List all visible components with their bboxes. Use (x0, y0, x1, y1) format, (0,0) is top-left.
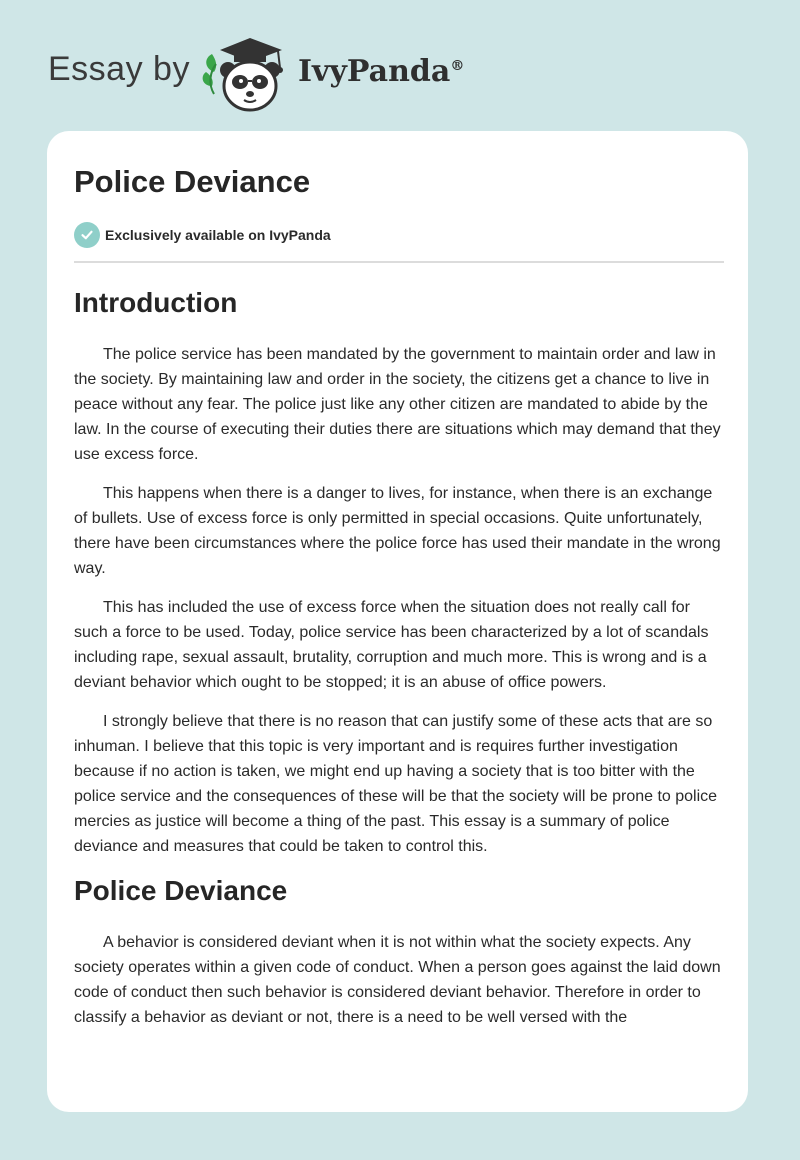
essay-card (47, 131, 748, 1112)
paragraph: I strongly believe that there is no reason that can justify some of these acts that are so inhuman. I believe that this topic is very important and is requires further investigation because if no action is taken, we might end up having a society that is too bitter with the police service and the consequences of these will be that the society will be prone to police mercies as justice will become a thing of the past. This essay is a summary of police deviance and measures that could be taken to control this. (74, 713, 718, 855)
brand-prefix: Essay by (48, 50, 190, 88)
badge-text: Exclusively available on IvyPanda (105, 227, 331, 243)
divider (74, 261, 724, 263)
leaf-icon (203, 54, 217, 94)
paragraph: This happens when there is a danger to lives, for instance, when there is an exchange of bullets. Use of excess force is only permitted in special occasions. Quite unfortunately, there have been circumstances where the police force has used their mandate in the wrong way. (74, 485, 721, 577)
registered-mark: ® (450, 58, 465, 74)
brand-name-text: IvyPanda (298, 54, 451, 89)
article-body (74, 285, 724, 1044)
section-heading-introduction: Introduction (74, 287, 238, 318)
paragraph: A behavior is considered deviant when it is not within what the society expects. Any society operates within a given code of conduct. When a person goes against the laid down code of conduct then such behavior is considered deviant behavior. Therefore in order to classify a behavior as deviant or not, there is a need to be well versed with the (74, 934, 721, 1026)
paragraph: This has included the use of excess force when the situation does not really call for such a force to be used. Today, police service has been characterized by a lot of scandals including rape, sexual assault, brutality, corruption and much more. This is wrong and is a deviant behavior which ought to be stopped; it is an abuse of office powers. (74, 599, 709, 691)
exclusive-badge (74, 222, 331, 248)
checkmark-icon (74, 222, 100, 248)
panda-graduate-icon (200, 34, 295, 119)
paragraph: The police service has been mandated by the government to maintain order and law in the society. By maintaining law and order in the society, the citizens get a chance to live in peace without any fear. The police just like any other citizen are mandated to abide by the law. In the course of executing their duties there are situations which may demand that they use excess force. (74, 346, 721, 463)
page-title: Police Deviance (74, 164, 311, 199)
section-heading-police-deviance: Police Deviance (74, 875, 288, 906)
brand-header (48, 34, 508, 114)
brand-name (298, 54, 464, 89)
